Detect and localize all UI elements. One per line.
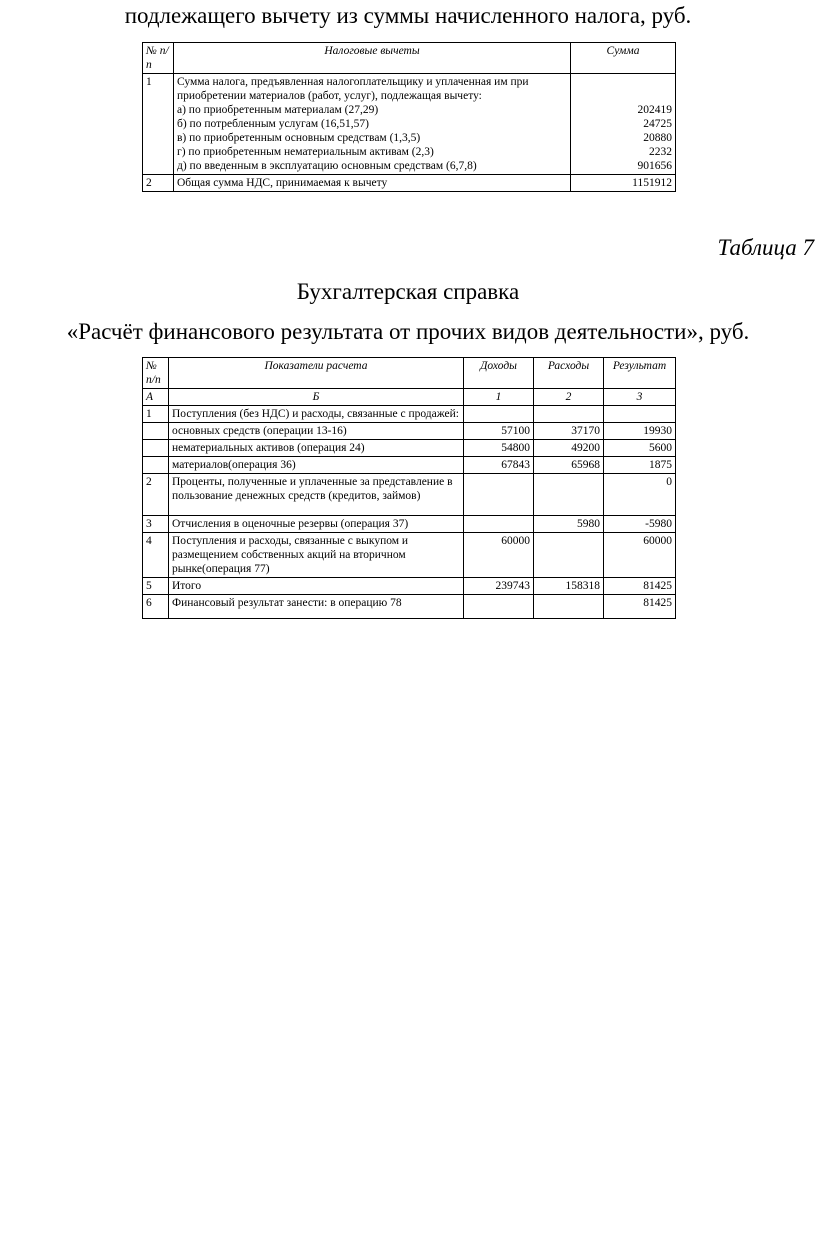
row-indicator: Отчисления в оценочные резервы (операция 37) (169, 516, 464, 533)
index-cell: 3 (604, 389, 676, 406)
index-cell: 1 (464, 389, 534, 406)
row-income: 57100 (464, 423, 534, 440)
row-expense: 5980 (534, 516, 604, 533)
item-value-a: 202419 (637, 104, 672, 116)
row-num (143, 457, 169, 474)
row-num: 6 (143, 595, 169, 619)
row-num: 4 (143, 533, 169, 578)
row-indicator: Итого (169, 578, 464, 595)
row-num: 2 (143, 474, 169, 516)
row-result: 81425 (604, 595, 676, 619)
row-expense (534, 474, 604, 516)
header-expense: Расходы (534, 358, 604, 389)
row-indicator: Поступления (без НДС) и расходы, связанные с продажей: (169, 406, 464, 423)
row-income (464, 474, 534, 516)
table-row (143, 423, 676, 440)
row-result (604, 406, 676, 423)
financial-result-table (142, 357, 676, 619)
row-result: 81425 (604, 578, 676, 595)
row-expense: 65968 (534, 457, 604, 474)
row-intro-line1: Сумма налога, предъявленная налогоплательщику и уплаченная им при (177, 76, 529, 88)
row-num: 2 (143, 175, 174, 192)
row-num (143, 423, 169, 440)
table-row (143, 516, 676, 533)
table1-title: подлежащего вычету из суммы начисленного налога, руб. (124, 3, 692, 28)
row-num: 3 (143, 516, 169, 533)
item-label-a: а) по приобретенным материалам (27,29) (177, 104, 379, 116)
row-income: 67843 (464, 457, 534, 474)
item-label-c: в) по приобретенным основным средствам (1,3,5) (177, 132, 421, 144)
item-label-e: д) по введенным в эксплуатацию основным средствам (6,7,8) (177, 160, 477, 172)
item-value-d: 2232 (649, 146, 672, 158)
table2-title: Бухгалтерская справка (296, 279, 520, 304)
table2-subtitle: «Расчёт финансового результата от прочих видов деятельности», руб. (66, 319, 750, 344)
index-row (143, 389, 676, 406)
row-indicator: нематериальных активов (операция 24) (169, 440, 464, 457)
row-indicator: Финансовый результат занести: в операцию 78 (169, 595, 464, 619)
item-value-e: 901656 (637, 160, 672, 172)
header-income: Доходы (464, 358, 534, 389)
row-num (143, 440, 169, 457)
row-income: 54800 (464, 440, 534, 457)
row-num: 1 (143, 74, 174, 175)
table-row (143, 533, 676, 578)
row-indicator: основных средств (операции 13-16) (169, 423, 464, 440)
row-result: 60000 (604, 533, 676, 578)
header-num: № п/п (143, 43, 174, 74)
row-expense: 49200 (534, 440, 604, 457)
row-num: 1 (143, 406, 169, 423)
table-row (143, 474, 676, 516)
row-expense (534, 406, 604, 423)
row-values (571, 74, 676, 175)
row-income (464, 406, 534, 423)
header-sum: Сумма (571, 43, 676, 74)
table-row (143, 74, 676, 175)
row-label: Общая сумма НДС, принимаемая к вычету (174, 175, 571, 192)
header-num: № п/п (143, 358, 169, 389)
table-row (143, 406, 676, 423)
row-expense: 158318 (534, 578, 604, 595)
row-income: 239743 (464, 578, 534, 595)
row-result: 19930 (604, 423, 676, 440)
row-indicator: Проценты, полученные и уплаченные за представление в пользование денежных средств (кредитов, займов) (169, 474, 464, 516)
index-cell: А (143, 389, 169, 406)
row-result: 1875 (604, 457, 676, 474)
table-row (143, 440, 676, 457)
header-indicators: Показатели расчета (169, 358, 464, 389)
row-num: 5 (143, 578, 169, 595)
table-row (143, 457, 676, 474)
row-expense (534, 533, 604, 578)
table-number-label: Таблица 7 (717, 235, 814, 260)
row-value: 1151912 (571, 175, 676, 192)
table-row (143, 595, 676, 619)
table-row (143, 175, 676, 192)
row-income: 60000 (464, 533, 534, 578)
index-cell: Б (169, 389, 464, 406)
item-value-c: 20880 (643, 132, 672, 144)
row-income (464, 516, 534, 533)
row-result: -5980 (604, 516, 676, 533)
row-intro-line2: приобретении материалов (работ, услуг), подлежащая вычету: (177, 90, 482, 102)
row-expense (534, 595, 604, 619)
row-income (464, 595, 534, 619)
row-indicator: материалов(операция 36) (169, 457, 464, 474)
item-label-b: б) по потребленным услугам (16,51,57) (177, 118, 369, 130)
row-result: 0 (604, 474, 676, 516)
table-row (143, 578, 676, 595)
row-description (174, 74, 571, 175)
item-value-b: 24725 (643, 118, 672, 130)
row-expense: 37170 (534, 423, 604, 440)
header-result: Результат (604, 358, 676, 389)
row-result: 5600 (604, 440, 676, 457)
row-indicator: Поступления и расходы, связанные с выкупом и размещением собственных акций на вторичном рынке(операция 77) (169, 533, 464, 578)
header-deductions: Налоговые вычеты (174, 43, 571, 74)
tax-deductions-table (142, 42, 676, 192)
index-cell: 2 (534, 389, 604, 406)
item-label-d: г) по приобретенным нематериальным активам (2,3) (177, 146, 434, 158)
